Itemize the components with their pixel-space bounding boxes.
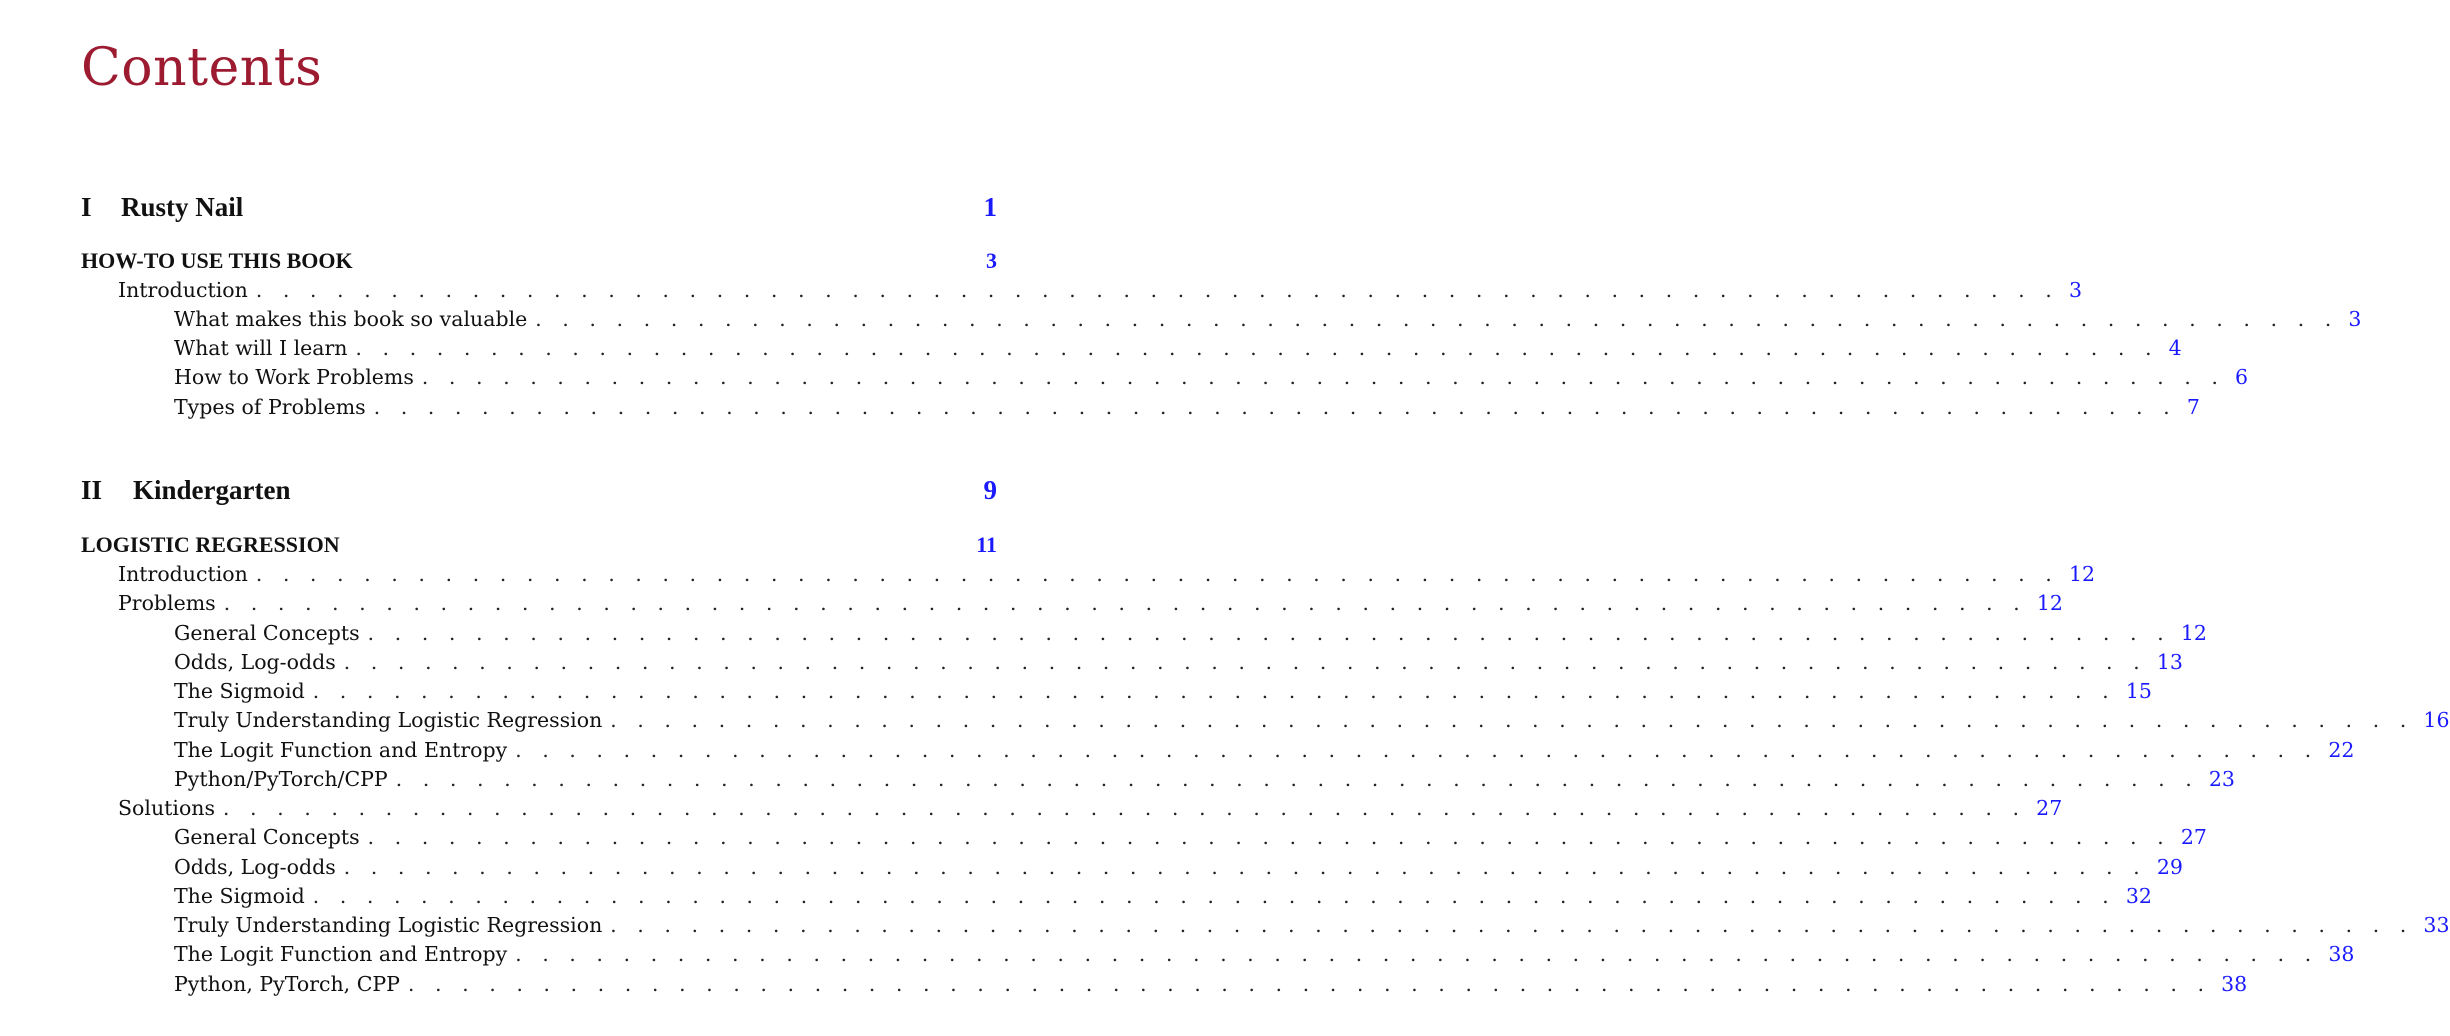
page-link[interactable]: 27 xyxy=(2036,796,2063,820)
page-link[interactable]: 15 xyxy=(2125,679,2152,703)
dot-leader: . . . . . . . . . . . . . . . . . . . . . . . . . . . . . . . . . . . . . . . . . . . . . . . . . . . . . . . . . . . . . . . . . . . xyxy=(355,336,2159,360)
dot-leader: . . . . . . . . . . . . . . . . . . . . . . . . . . . . . . . . . . . . . . . . . . . . . . . . . . . . . . . . . . . . . . . . . . . xyxy=(610,913,2414,937)
page-link[interactable]: 12 xyxy=(2036,591,2063,615)
page-link[interactable]: 33 xyxy=(2423,913,2450,937)
toc-entry[interactable] xyxy=(81,305,2362,333)
toc-entry[interactable] xyxy=(81,911,2450,939)
dot-leader: . . . . . . . . . . . . . . . . . . . . . . . . . . . . . . . . . . . . . . . . . . . . . . . . . . . . . . . . . . . . . . . . . . . xyxy=(255,278,2059,302)
page-link[interactable]: 7 xyxy=(2186,395,2200,419)
entry-title: What makes this book so valuable xyxy=(174,307,528,331)
part-number: II xyxy=(81,475,103,505)
part-title: Kindergarten xyxy=(133,475,291,505)
toc-entry[interactable] xyxy=(81,970,2248,998)
page-link[interactable]: 3 xyxy=(986,248,997,273)
entry-title: Python, PyTorch, CPP xyxy=(174,972,400,996)
page-link[interactable]: 32 xyxy=(2125,884,2152,908)
toc-part-1[interactable] xyxy=(81,190,997,224)
toc-entry[interactable] xyxy=(81,940,2355,968)
toc-chapter[interactable] xyxy=(81,531,997,559)
dot-leader: . . . . . . . . . . . . . . . . . . . . . . . . . . . . . . . . . . . . . . . . . . . . . . . . . . . . . . . . . . . . . . . . . . . xyxy=(223,796,2027,820)
page-link[interactable]: 12 xyxy=(2068,562,2096,586)
page-link[interactable]: 38 xyxy=(2328,942,2355,966)
dot-leader: . . . . . . . . . . . . . . . . . . . . . . . . . . . . . . . . . . . . . . . . . . . . . . . . . . . . . . . . . . . . . . . . . . . xyxy=(407,972,2212,996)
page-link[interactable]: 16 xyxy=(2423,708,2450,732)
dot-leader: . . . . . . . . . . . . . . . . . . . . . . . . . . . . . . . . . . . . . . . . . . . . . . . . . . . . . . . . . . . . . . . . . . . xyxy=(535,307,2339,331)
entry-title: The Logit Function and Entropy xyxy=(174,942,508,966)
toc-entry[interactable] xyxy=(81,648,2183,676)
part-number: I xyxy=(81,192,92,222)
toc-entry[interactable] xyxy=(81,882,2152,910)
page-title: Contents xyxy=(81,38,323,98)
page-link[interactable]: 4 xyxy=(2168,336,2182,360)
entry-title: Odds, Log-odds xyxy=(174,855,336,879)
dot-leader: . . . . . . . . . . . . . . . . . . . . . . . . . . . . . . . . . . . . . . . . . . . . . . . . . . . . . . . . . . . . . . . . . . . xyxy=(367,621,2171,645)
page-link[interactable]: 23 xyxy=(2208,767,2235,791)
toc-entry[interactable] xyxy=(81,619,2207,647)
entry-title: What will I learn xyxy=(174,336,348,360)
page-link[interactable]: 38 xyxy=(2221,972,2248,996)
toc-entry[interactable] xyxy=(81,334,2182,362)
dot-leader: . . . . . . . . . . . . . . . . . . . . . . . . . . . . . . . . . . . . . . . . . . . . . . . . . . . . . . . . . . . . . . . . . . . xyxy=(367,825,2171,849)
dot-leader: . . . . . . . . . . . . . . . . . . . . . . . . . . . . . . . . . . . . . . . . . . . . . . . . . . . . . . . . . . . . . . . . . . . xyxy=(343,855,2147,879)
entry-title: Truly Understanding Logistic Regression xyxy=(174,708,603,732)
dot-leader: . . . . . . . . . . . . . . . . . . . . . . . . . . . . . . . . . . . . . . . . . . . . . . . . . . . . . . . . . . . . . . . . . . . xyxy=(312,679,2116,703)
toc-entry[interactable] xyxy=(81,794,2063,822)
toc-part-2[interactable] xyxy=(81,473,997,507)
page-link[interactable]: 12 xyxy=(2180,621,2207,645)
toc-entry[interactable] xyxy=(81,706,2450,734)
toc-entry[interactable] xyxy=(81,736,2355,764)
entry-title: Types of Problems xyxy=(174,395,366,419)
page-link[interactable]: 22 xyxy=(2328,738,2355,762)
page-link[interactable]: 13 xyxy=(2156,650,2183,674)
dot-leader: . . . . . . . . . . . . . . . . . . . . . . . . . . . . . . . . . . . . . . . . . . . . . . . . . . . . . . . . . . . . . . . . . . . xyxy=(223,591,2027,615)
dot-leader: . . . . . . . . . . . . . . . . . . . . . . . . . . . . . . . . . . . . . . . . . . . . . . . . . . . . . . . . . . . . . . . . . . . xyxy=(610,708,2414,732)
entry-title: Problems xyxy=(118,591,216,615)
page-link[interactable]: 11 xyxy=(976,532,997,557)
dot-leader: . . . . . . . . . . . . . . . . . . . . . . . . . . . . . . . . . . . . . . . . . . . . . . . . . . . . . . . . . . . . . . . . . . . xyxy=(421,365,2225,389)
toc-entry[interactable] xyxy=(81,560,2096,588)
entry-title: Introduction xyxy=(118,562,248,586)
entry-title: The Sigmoid xyxy=(174,679,305,703)
entry-title: General Concepts xyxy=(174,825,360,849)
chapter-title: LOGISTIC REGRESSION xyxy=(81,532,340,557)
dot-leader: . . . . . . . . . . . . . . . . . . . . . . . . . . . . . . . . . . . . . . . . . . . . . . . . . . . . . . . . . . . . . . . . . . . xyxy=(312,884,2116,908)
toc-entry[interactable] xyxy=(81,823,2207,851)
dot-leader: . . . . . . . . . . . . . . . . . . . . . . . . . . . . . . . . . . . . . . . . . . . . . . . . . . . . . . . . . . . . . . . . . . . xyxy=(515,738,2319,762)
page-link[interactable]: 29 xyxy=(2156,855,2183,879)
page-link[interactable]: 3 xyxy=(2348,307,2362,331)
entry-title: How to Work Problems xyxy=(174,365,414,389)
dot-leader: . . . . . . . . . . . . . . . . . . . . . . . . . . . . . . . . . . . . . . . . . . . . . . . . . . . . . . . . . . . . . . . . . . . xyxy=(343,650,2147,674)
entry-title: The Logit Function and Entropy xyxy=(174,738,508,762)
entry-title: Python/PyTorch/CPP xyxy=(174,767,388,791)
page-link[interactable]: 1 xyxy=(983,192,997,222)
page-link[interactable]: 6 xyxy=(2235,365,2249,389)
dot-leader: . . . . . . . . . . . . . . . . . . . . . . . . . . . . . . . . . . . . . . . . . . . . . . . . . . . . . . . . . . . . . . . . . . . xyxy=(515,942,2319,966)
entry-title: The Sigmoid xyxy=(174,884,305,908)
toc-entry[interactable] xyxy=(81,589,2063,617)
toc-entry[interactable] xyxy=(81,393,2200,421)
entry-title: Solutions xyxy=(118,796,216,820)
toc-entry[interactable] xyxy=(81,853,2183,881)
toc-chapter[interactable] xyxy=(81,247,997,275)
page-link[interactable]: 3 xyxy=(2068,278,2083,302)
dot-leader: . . . . . . . . . . . . . . . . . . . . . . . . . . . . . . . . . . . . . . . . . . . . . . . . . . . . . . . . . . . . . . . . . . . xyxy=(395,767,2199,791)
dot-leader: . . . . . . . . . . . . . . . . . . . . . . . . . . . . . . . . . . . . . . . . . . . . . . . . . . . . . . . . . . . . . . . . . . . xyxy=(373,395,2177,419)
toc-entry[interactable] xyxy=(81,276,2083,304)
chapter-title: HOW-TO USE THIS BOOK xyxy=(81,248,353,273)
page-link[interactable]: 9 xyxy=(983,475,997,505)
toc-entry[interactable] xyxy=(81,363,2249,391)
entry-title: Truly Understanding Logistic Regression xyxy=(174,913,603,937)
dot-leader: . . . . . . . . . . . . . . . . . . . . . . . . . . . . . . . . . . . . . . . . . . . . . . . . . . . . . . . . . . . . . . . . . . . xyxy=(255,562,2059,586)
entry-title: General Concepts xyxy=(174,621,360,645)
part-title: Rusty Nail xyxy=(121,192,244,222)
toc-entry[interactable] xyxy=(81,677,2152,705)
entry-title: Odds, Log-odds xyxy=(174,650,336,674)
toc-entry[interactable] xyxy=(81,765,2235,793)
entry-title: Introduction xyxy=(118,278,248,302)
page-link[interactable]: 27 xyxy=(2180,825,2207,849)
